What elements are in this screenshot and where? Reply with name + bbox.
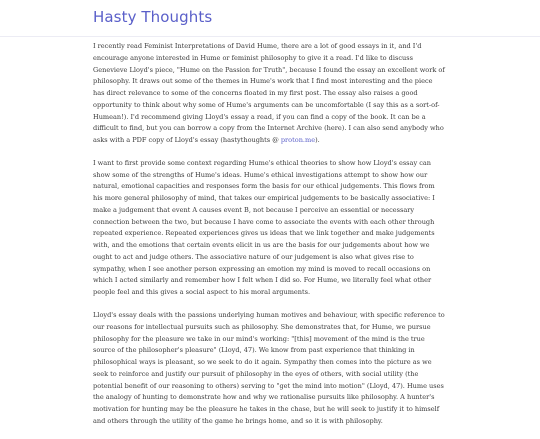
post-content [93, 41, 445, 439]
post-paragraph: Lloyd's essay deals with the passions underlying human motives and behaviour, with specific reference to our reasons for intellectual pursuits such as philosophy. She demonstrates that, for Hume, we pursue philosophy for the pleasure we take in our mind's working: "[this] movement of the mind is the true source of the philosopher's pleasure" (Lloyd, 47). We know from past experience that thinking in philosophical ways is pleasant, so we seek to do it again. Sympathy then comes into the picture as we seek to reinforce and justify our pursuit of philosophy in the eyes of others, with social utility (the potential benefit of our reasoning to others) serving to "get the mind into motion" (Lloyd, 47). Hume uses the analogy of hunting to demonstrate how and why we rationalise pursuits like philosophy. A hunter's motivation for hunting may be the pleasure he takes in the chase, but he will seek to justify it to himself and others through the utility of the game he brings home, and so it is with philosophy. [93, 311, 445, 425]
email-domain-link[interactable]: proton.me [280, 136, 316, 144]
paragraph-text: I recently read Feminist Interpretations of David Hume, there are a lot of good essays in it, and I'd encourage anyone interested in Hume or feminist philosophy to give it a read. I'd like to discuss Genevieve Lloyd's piece, "Hume on the Passion for Truth", because I found the essay an excellent work of philosophy. It draws out some of the themes in Hume's work that I find most interesting and the piece has direct relevance to some of the concerns floated in my first post. The essay also raises a good opportunity to think about why some of Hume's arguments can be uncomfortable (I say this as a sort-of-Humean!). I'd recommend giving Lloyd's essay a read, if you can find a copy of the book. It can be a difficult to find, but you can borrow a copy from the Internet Archive (here). I can also send anybody who asks with a PDF copy of Lloyd's essay (hastythoughts @ [93, 42, 445, 144]
site-title-link[interactable]: Hasty Thoughts [93, 8, 213, 26]
post-paragraph: I want to first provide some context regarding Hume's ethical theories to show how Lloyd's essay can show some of the strengths of Hume's ideas. Hume's ethical investigations attempt to show how our natural, emotional capacities and responses form the basis for our ethical judgements. This flows from his more general philosophy of mind, that takes our empirical judgements to be basically associative: I make a judgement that event A causes event B, not because I perceive an essential or necessary connection between the two, but because I have come to associate the events with each other through repeated experience. Repeated experiences gives us ideas that we link together and make judgements with, and the emotions that certain events elicit in us are the basis for our judgements about how we ought to act and judge others. The associative nature of our judgement is also what gives rise to sympathy, when I see another person expressing an emotion my mind is moved to recall occasions on which I acted similarly and remember how I felt when I did so. For Hume, we literally feel what other people feel and this gives a social aspect to his moral arguments. [93, 158, 435, 297]
post-paragraph [93, 41, 445, 147]
paragraph-text-end: ). [315, 136, 320, 144]
site-header [0, 0, 540, 37]
